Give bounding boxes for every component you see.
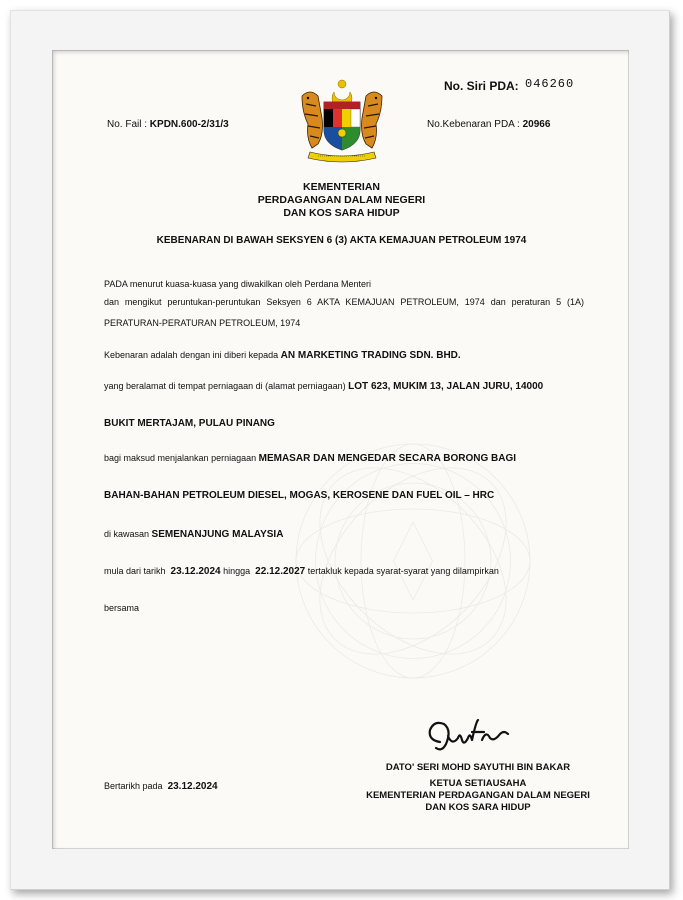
- from-date: 23.12.2024: [170, 566, 221, 577]
- purpose-value-2: BAHAN-BAHAN PETROLEUM DIESEL, MOGAS, KEROSENE DAN FUEL OIL – HRC: [104, 490, 495, 501]
- signatory-name: DATO' SERI MOHD SAYUTHI BIN BAKAR: [385, 762, 571, 773]
- document-title: KEBENARAN DI BAWAH SEKSYEN 6 (3) AKTA KEMAJUAN PETROLEUM 1974: [156, 235, 527, 246]
- file-number-label: No. Fail :: [107, 119, 148, 130]
- address-line: [104, 381, 543, 392]
- address-value-2: BUKIT MERTAJAM, PULAU PINANG: [104, 418, 275, 429]
- until-word: hingga: [223, 566, 251, 576]
- together-line: bersama: [104, 603, 140, 613]
- license-number-value: 20966: [522, 119, 551, 130]
- address-value-1: LOT 623, MUKIM 13, JALAN JURU, 14000: [348, 381, 544, 392]
- shield-icon: [324, 102, 360, 150]
- company-name: AN MARKETING TRADING SDN. BHD.: [280, 350, 461, 361]
- certificate-paper: [52, 50, 629, 849]
- file-number-line: [107, 119, 229, 130]
- signatory-org-2: DAN KOS SARA HIDUP: [425, 802, 531, 813]
- signatory-org-1: KEMENTERIAN PERDAGANGAN DALAM NEGERI: [366, 790, 590, 801]
- grant-line: [104, 350, 461, 361]
- from-prefix: mula dari tarikh: [104, 566, 166, 576]
- purpose-prefix: bagi maksud menjalankan perniagaan: [104, 453, 257, 463]
- regulation-line-2: PERATURAN-PERATURAN PETROLEUM, 1974: [104, 318, 301, 328]
- dated-line: [104, 781, 218, 792]
- purpose-line: [104, 453, 516, 464]
- to-date: 22.12.2027: [255, 566, 306, 577]
- ministry-line-2: PERDAGANGAN DALAM NEGERI: [257, 194, 426, 206]
- license-number-label: No.Kebenaran PDA :: [427, 119, 520, 130]
- right-tiger-icon: [362, 92, 383, 148]
- serial-number-label: No. Siri PDA:: [444, 79, 519, 93]
- ministry-line-3: DAN KOS SARA HIDUP: [283, 207, 400, 219]
- conditions-text: tertakluk kepada syarat-syarat yang dilampirkan: [307, 566, 499, 576]
- motto-scroll: [308, 152, 376, 162]
- address-prefix: yang beralamat di tempat perniagaan di (alamat perniagaan): [104, 381, 346, 391]
- grant-prefix: Kebenaran adalah dengan ini diberi kepada: [104, 350, 279, 360]
- signatory-title: KETUA SETIAUSAHA: [429, 778, 527, 789]
- dated-label: Bertarikh pada: [104, 781, 163, 791]
- area-value: SEMENANJUNG MALAYSIA: [151, 529, 284, 540]
- license-number-line: [427, 119, 550, 130]
- guilloche-watermark: [283, 431, 543, 691]
- left-tiger-icon: [302, 92, 323, 148]
- area-prefix: di kawasan: [104, 529, 150, 539]
- regulation-line-1: dan mengikut peruntukan-peruntukan Seksyen 6 AKTA KEMAJUAN PETROLEUM, 1974 dan peraturan 5 (1A): [104, 297, 584, 307]
- purpose-value-1: MEMASAR DAN MENGEDAR SECARA BORONG BAGI: [258, 453, 517, 464]
- area-line: [104, 529, 283, 540]
- ministry-line-1: KEMENTERIAN: [302, 181, 380, 193]
- serial-number-value: 046260: [525, 77, 575, 91]
- file-number-value: KPDN.600-2/31/3: [149, 119, 229, 130]
- validity-line: [104, 566, 499, 577]
- signature-scribble: [422, 712, 522, 762]
- authority-line: PADA menurut kuasa-kuasa yang diwakilkan oleh Perdana Menteri: [104, 279, 371, 289]
- dated-value: 23.12.2024: [167, 781, 218, 792]
- malaysia-coat-of-arms-emblem: [296, 78, 388, 164]
